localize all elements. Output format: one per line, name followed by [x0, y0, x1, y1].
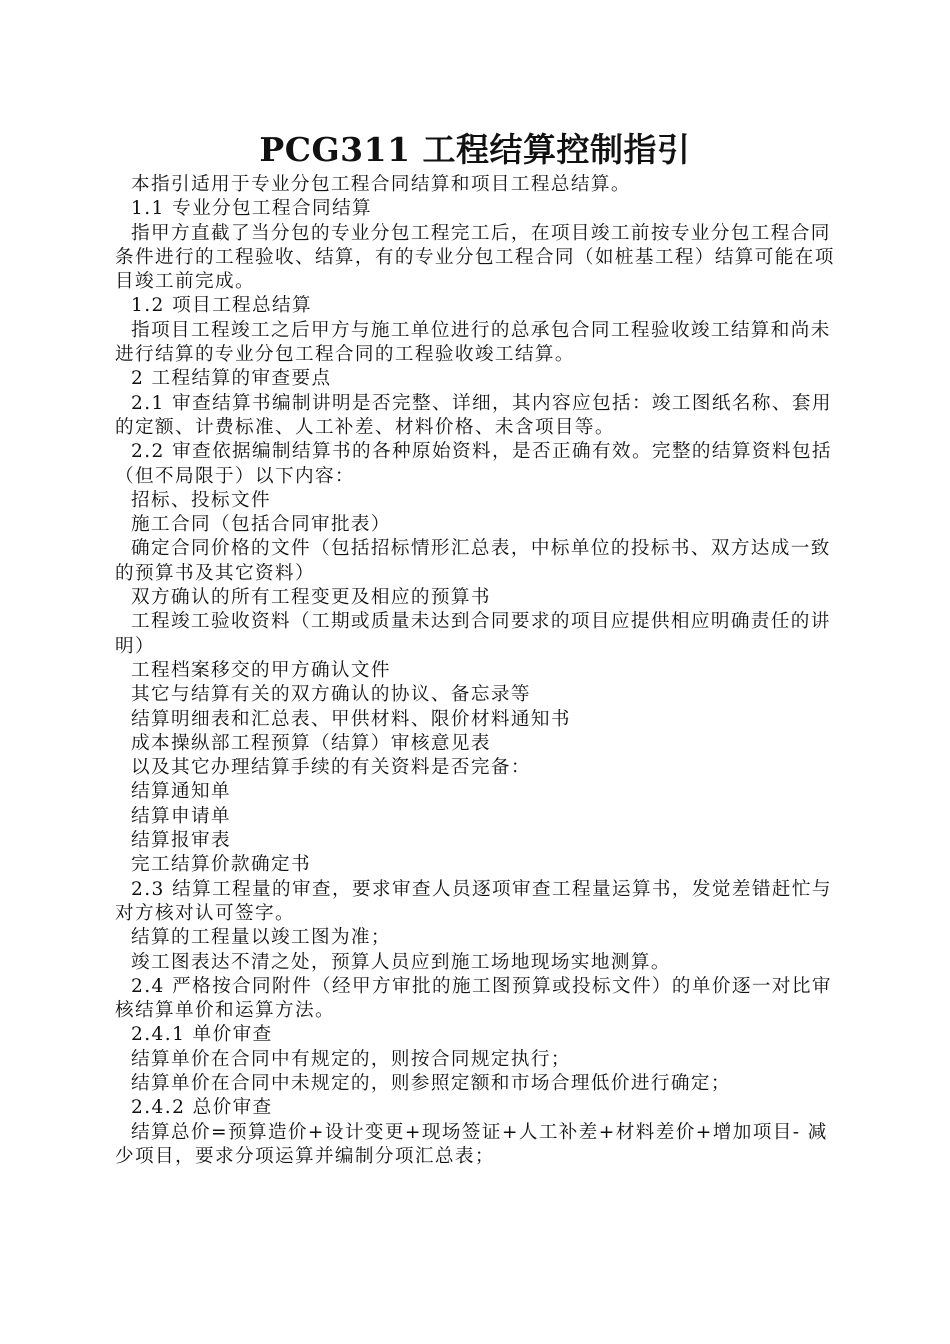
paragraph: 1.1 专业分包工程合同结算 — [131, 198, 373, 220]
paragraph: 结算明细表和汇总表、甲供材料、限价材料通知书 — [131, 708, 571, 730]
paragraph: 以及其它办理结算手续的有关资料是否完备： — [131, 757, 531, 779]
paragraph: 1.2 项目工程总结算 — [131, 295, 313, 317]
paragraph: 施工合同（包括合同审批表） — [131, 514, 391, 536]
paragraph: 结算单价在合同中有规定的，则按合同规定执行； — [131, 1048, 571, 1070]
paragraph: 2.1 审查结算书编制讲明是否完整、详细，其内容应包括：竣工图纸名称、套用的定额、计费标准、人工补差、材料价格、未含项目等。 — [115, 392, 832, 438]
paragraph: 结算申请单 — [131, 805, 231, 827]
paragraph: 2.4 严格按合同附件（经甲方审批的施工图预算或投标文件）的单价逐一对比审核结算单价和运算方法。 — [115, 975, 832, 1022]
document-title: PCG311 工程结算控制指引 — [259, 130, 691, 169]
paragraph: 2.4.2 总价审查 — [131, 1097, 273, 1119]
paragraph: 其它与结算有关的双方确认的协议、备忘录等 — [131, 684, 531, 706]
paragraph: 工程档案移交的甲方确认文件 — [131, 659, 391, 681]
paragraph: 招标、投标文件 — [131, 489, 271, 511]
paragraph: 完工结算价款确定书 — [131, 854, 311, 876]
paragraph: 指项目工程竣工之后甲方与施工单位进行的总承包合同工程验收竣工结算和尚未进行结算的专业分包工程合同的工程验收竣工结算。 — [115, 319, 831, 366]
paragraph: 本指引适用于专业分包工程合同结算和项目工程总结算。 — [131, 174, 631, 195]
paragraph: 成本操纵部工程预算（结算）审核意见表 — [131, 732, 491, 754]
paragraph: 双方确认的所有工程变更及相应的预算书 — [131, 587, 491, 609]
paragraph: 2 工程结算的审查要点 — [131, 368, 332, 390]
paragraph: 指甲方直截了当分包的专业分包工程完工后，在项目竣工前按专业分包工程合同条件进行的工程验收、结算，有的专业分包工程合同（如桩基工程）结算可能在项目竣工前完成。 — [115, 222, 835, 293]
paragraph: 2.4.1 单价审查 — [131, 1024, 273, 1046]
paragraph: 工程竣工验收资料（工期或质量未达到合同要求的项目应提供相应明确责任的讲明） — [115, 611, 831, 657]
paragraph: 结算的工程量以竣工图为准； — [131, 927, 391, 949]
document-body — [115, 173, 835, 1169]
paragraph: 竣工图表达不清之处，预算人员应到施工场地现场实地测算。 — [131, 951, 671, 973]
paragraph: 确定合同价格的文件（包括招标情形汇总表，中标单位的投标书、双方达成一致的预算书及其它资料） — [115, 538, 831, 584]
paragraph: 结算单价在合同中未规定的，则参照定额和市场合理低价进行确定； — [131, 1072, 731, 1094]
paragraph: 结算总价=预算造价+设计变更+现场签证+人工补差+材料差价+增加项目- 减少项目，要求分项运算并编制分项汇总表； — [115, 1121, 828, 1167]
paragraph: 结算通知单 — [131, 781, 231, 803]
paragraph: 结算报审表 — [131, 830, 231, 852]
paragraph: 2.3 结算工程量的审查，要求审查人员逐项审查工程量运算书，发觉差错赶忙与对方核对认可签字。 — [115, 878, 832, 924]
paragraph: 2.2 审查依据编制结算书的各种原始资料，是否正确有效。完整的结算资料包括（但不局限于）以下内容： — [115, 441, 832, 487]
